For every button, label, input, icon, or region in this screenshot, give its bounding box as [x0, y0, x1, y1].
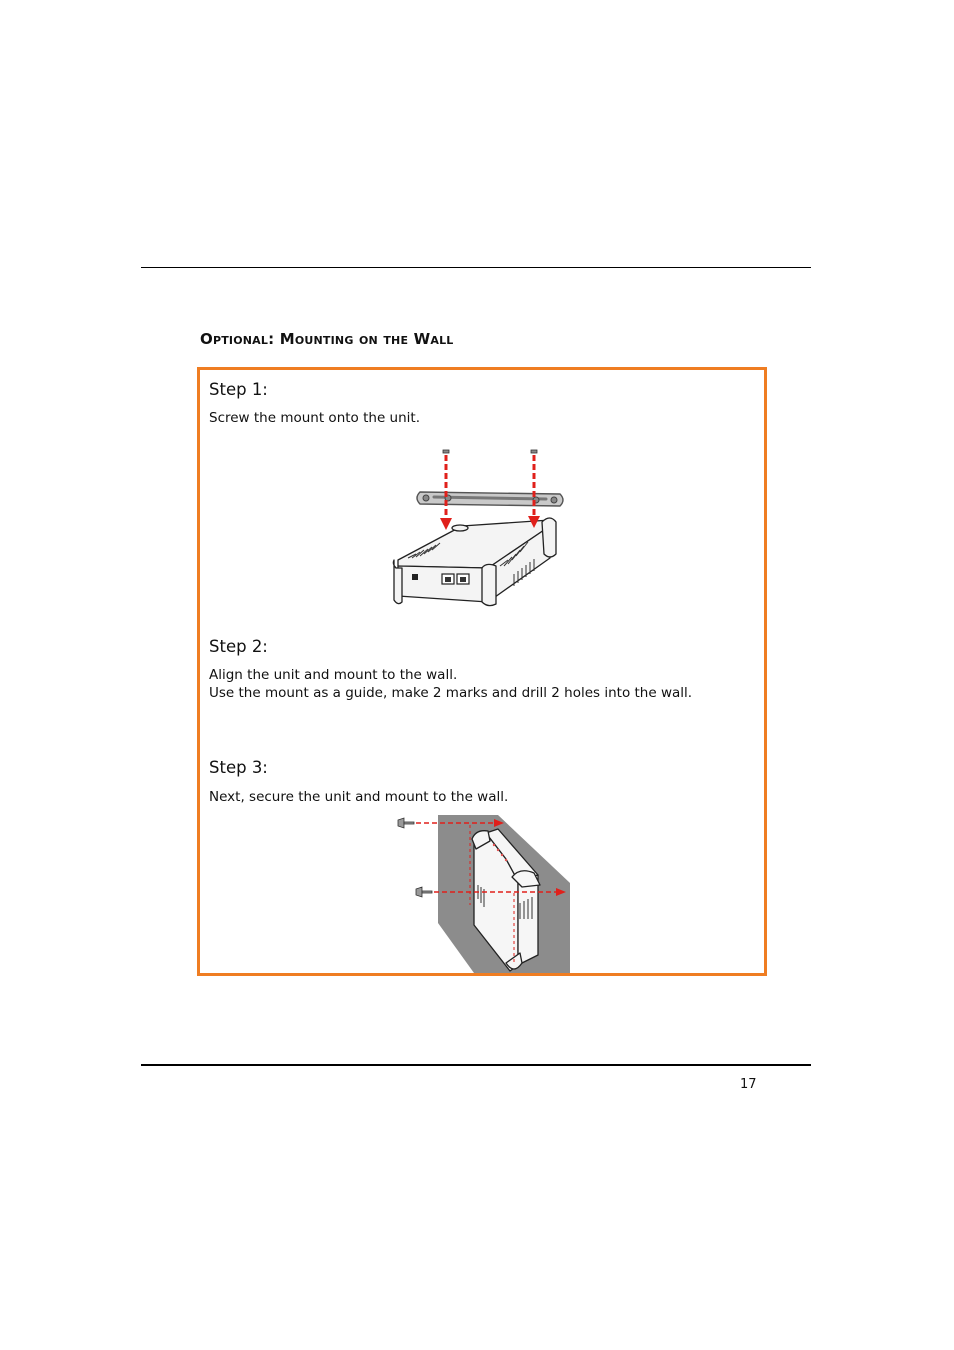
section-title: Optional: Mounting on the Wall [200, 330, 454, 348]
step-2-text-line-1: Align the unit and mount to the wall. [209, 667, 458, 683]
step-3-text: Next, secure the unit and mount to the wall. [209, 789, 509, 805]
screw-mount-onto-unit-illustration [390, 446, 570, 608]
step-1-text: Screw the mount onto the unit. [209, 410, 420, 426]
instructions-box [197, 367, 767, 976]
step-1-title: Step 1: [209, 380, 268, 399]
wall-mounted-unit-illustration [394, 815, 574, 973]
header-rule [141, 267, 811, 268]
step-2-title: Step 2: [209, 637, 268, 656]
step-2-text-line-2: Use the mount as a guide, make 2 marks and drill 2 holes into the wall. [209, 685, 693, 701]
footer-rule [141, 1064, 811, 1066]
page-number: 17 [740, 1077, 757, 1092]
step-3-title: Step 3: [209, 758, 268, 777]
